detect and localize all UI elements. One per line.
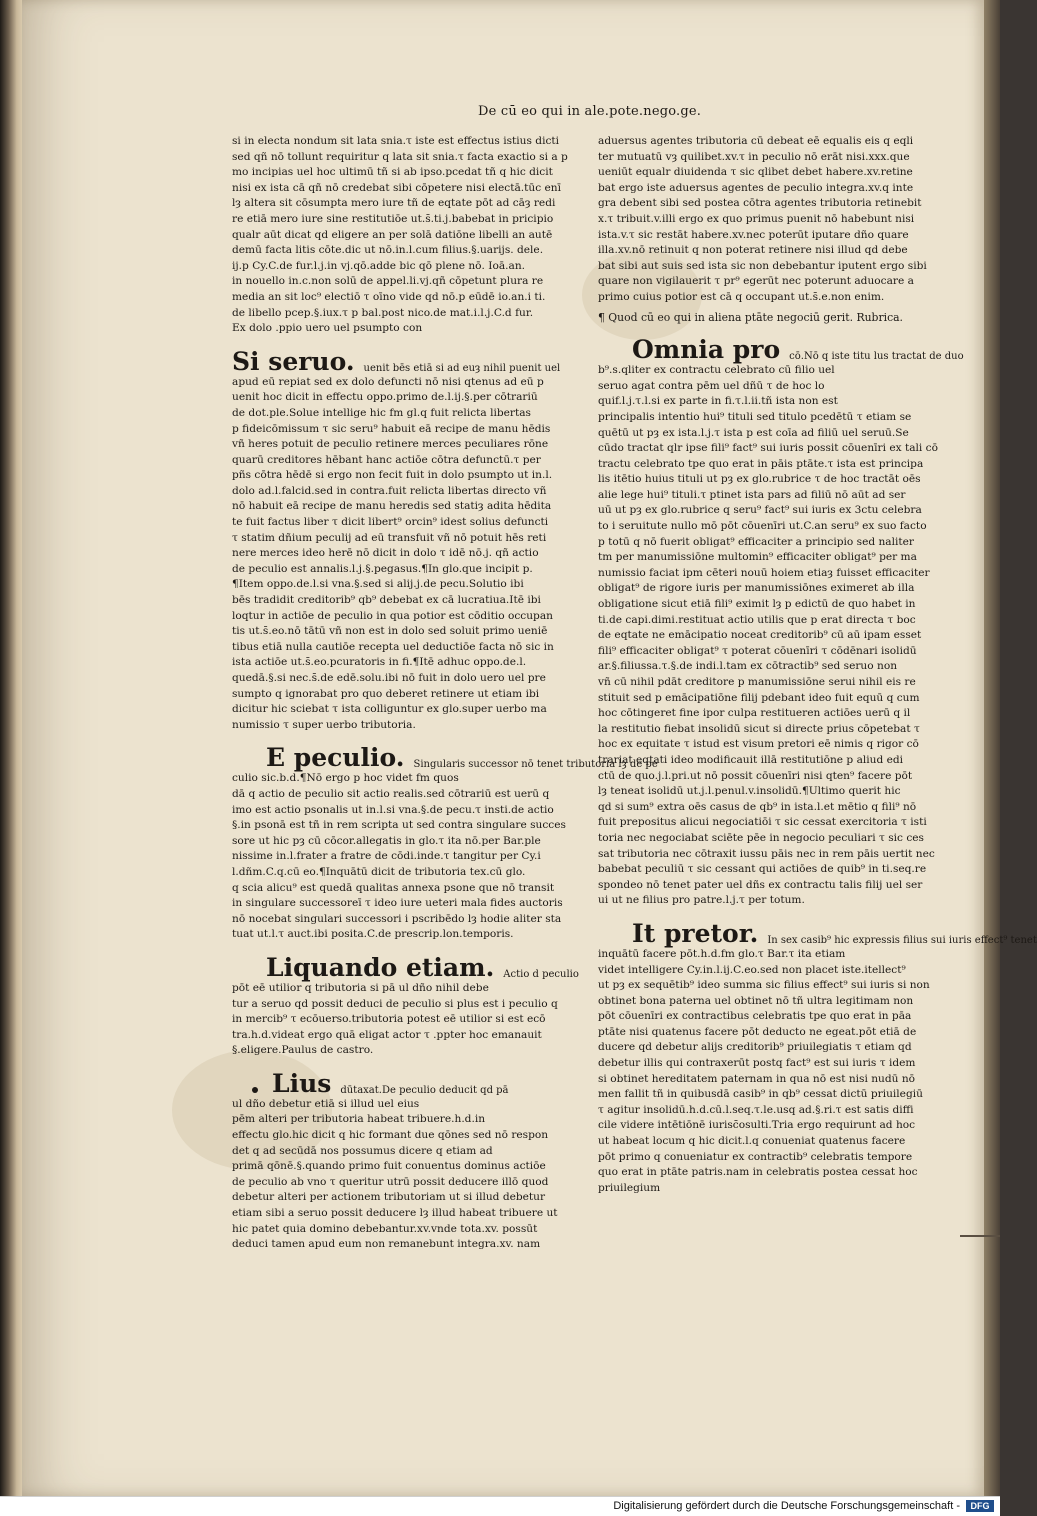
text-line: si obtinet hereditatem paternam in qua nō est nisi nudū nō bbox=[598, 1072, 916, 1085]
text-line: ueniūt equalr diuidenda τ sic qlibet debet habere.xv.retine bbox=[598, 166, 913, 179]
text-line: effectu glo.hic dicit q hic formant due qōnes sed nō respon bbox=[232, 1129, 549, 1142]
text-line: bat sibi aut suis sed ista sic non debebantur iputent ergo sibi bbox=[598, 259, 927, 272]
text-line: p totū q nō fuerit obligat⁹ efficaciter a principio sed naliter bbox=[598, 535, 914, 548]
text-line: det q ad secūdā nos possumus dicere q etiam ad bbox=[232, 1144, 493, 1157]
text-line: tm per manumissiōne multomin⁹ efficaciter obligat⁹ per ma bbox=[598, 551, 917, 564]
text-line: videt intelligere Cy.in.l.ij.C.eo.sed non placet iste.itellect⁹ bbox=[598, 963, 906, 976]
text-line: deduci tamen apud eum non remanebunt integra.xv. nam bbox=[232, 1238, 541, 1251]
text-line: spondeo nō tenet pater uel dñs ex contractu talis filij uel ser bbox=[598, 878, 923, 891]
text-line: lȝ teneat isolidū ut.j.l.penul.v.insolidū.¶Ultimo querit hic bbox=[598, 785, 901, 798]
text-line: apud eū repiat sed ex dolo defuncti nō nisi qtenus ad eū p bbox=[232, 375, 544, 388]
heading-gloss: Actio d peculio bbox=[503, 968, 579, 980]
initial-heading: E peculio. bbox=[266, 743, 405, 773]
right-paragraph-a bbox=[598, 134, 927, 306]
section-heading-omnia-pro bbox=[598, 325, 964, 365]
text-line: ui ut ne filius pro patre.l.j.τ per totum. bbox=[598, 894, 805, 907]
text-line: dolo ad.l.falcid.sed in contra.fuit relicta libertas directo vñ bbox=[232, 484, 547, 497]
text-line: quare non vigilauerit τ pr⁹ egerūt nec poterunt aduocare a bbox=[598, 275, 914, 288]
text-line: tibus etiā nulla cautiōe recepta uel deductiōe facta nō sic in bbox=[232, 640, 554, 653]
text-line: media an sit loc⁹ electiō τ oīno vide qd nō.p eūdē io.an.i ti. bbox=[232, 290, 546, 303]
text-line: §.in psonā est tñ in rem scripta ut sed contra singulare succes bbox=[232, 819, 566, 832]
text-line: uenit hoc dicit in effectu oppo.primo de.l.ij.§.per cōtrariū bbox=[232, 391, 538, 404]
text-line: men fallit tñ in quibusdā casib⁹ in qb⁹ cessat dictū priuilegiū bbox=[598, 1088, 923, 1101]
text-line: alie lege hui⁹ tituli.τ ptinet ista pars ad filiū nō aūt ad ser bbox=[598, 488, 906, 501]
text-line: §.eligere.Paulus de castro. bbox=[232, 1044, 374, 1057]
text-line: primā qōnē.§.quando primo fuit conuentus dominus actiōe bbox=[232, 1160, 546, 1173]
paragraph-mark-icon bbox=[252, 1087, 258, 1093]
text-line: nō habuit eā recipe de manu heredis sed statiȝ adita hēdita bbox=[232, 500, 552, 513]
text-line: p fideicōmissum τ sic seru⁹ habuit eā recipe de manu hēdis bbox=[232, 422, 551, 435]
dfg-logo: DFG bbox=[966, 1500, 994, 1512]
text-line: obligat⁹ de rigore iuris per manumissiōnes eximeret ab illa bbox=[598, 582, 915, 595]
text-line: ut pȝ ex sequētib⁹ ideo summa sic filius effect⁹ sui iuris si non bbox=[598, 979, 930, 992]
text-line: sed qñ nō tollunt requiritur q lata sit snia.τ facta exactio si a p bbox=[232, 150, 568, 163]
text-line: pōt cōuenīri ex contractibus celebratis tpe quo erat in pāa bbox=[598, 1010, 912, 1023]
text-line: τ statim dñium peculij ad eū transfuit vñ nō potuit hēs reti bbox=[232, 531, 547, 544]
text-line: culio sic.b.d.¶Nō ergo p hoc videt fm quos bbox=[232, 772, 459, 785]
text-line: ar.§.filiussa.τ.§.de indi.l.tam ex cōtractib⁹ sed seruo non bbox=[598, 660, 898, 673]
text-line: debetur alteri per actionem tributoriam ut si illud debetur bbox=[232, 1191, 546, 1204]
text-line: uū ut pȝ ex glo.rubrice q seru⁹ fact⁹ sui iuris ex 3ctu celebra bbox=[598, 504, 922, 517]
text-line: bēs tradidit creditorib⁹ qb⁹ debebat ex cā lucratiua.Itē ibi bbox=[232, 594, 541, 607]
heading-gloss: Singularis successor nō tenet tributoria lȝ de pe bbox=[413, 759, 658, 771]
heading-gloss: dūtaxat.De peculio deducit qd pā bbox=[340, 1084, 509, 1096]
left-paragraph-a bbox=[232, 134, 568, 337]
initial-heading: Liquando etiam. bbox=[266, 952, 495, 982]
section-heading-it-pretor bbox=[598, 909, 1037, 948]
text-line: numissio τ super uerbo tributoria. bbox=[232, 718, 416, 731]
text-line: numissio faciat ipm cēteri nouū hoiem etiaȝ fuisset efficaciter bbox=[598, 566, 930, 579]
text-line: tuat ut.l.τ auct.ibi posita.C.de prescrip.lon.temporis. bbox=[232, 928, 514, 941]
text-line: fili⁹ efficaciter obligat⁹ τ poterat cōuenīri τ cōdēnari isolidū bbox=[598, 644, 917, 657]
text-line: sumpto q ignorabat pro quo deberet retinere ut etiam ibi bbox=[232, 687, 540, 700]
rubric-heading: ¶ Quod cū eo qui in aliena ptāte negociū gerit. Rubrica. bbox=[598, 310, 903, 324]
left-paragraph-d bbox=[232, 981, 558, 1059]
text-line: si in electa nondum sit lata snia.τ iste est effectus istius dicti bbox=[232, 135, 560, 147]
text-line: de dot.ple.Solue intellige hic fm gl.q fuit relicta libertas bbox=[232, 406, 531, 419]
text-line: tis ut.s̄.eo.nō tātū vñ non est in dolo sed soluit primo ueniē bbox=[232, 625, 548, 638]
text-line: b⁹.s.qliter ex contractu celebrato cū filio uel bbox=[598, 364, 835, 377]
text-line: quarū creditores hēbant hanc actiōe cōtra defunctū.τ per bbox=[232, 453, 541, 466]
text-line: quētū ut pȝ ex ista.l.j.τ ista p est coīa ad filiū uel seruū.Se bbox=[598, 426, 909, 439]
text-line: pēm alteri per tributoria habeat tribuere.h.d.in bbox=[232, 1113, 486, 1126]
text-line: illa.xv.nō retinuit q non poterat retinere nisi illud qd debe bbox=[598, 244, 908, 257]
right-paragraph-b bbox=[598, 363, 938, 909]
text-line: primo cuius potior est cā q occupant ut.s̄.e.non enim. bbox=[598, 290, 885, 303]
text-line: pñs cōtra hēdē si ergo non fecit fuit in dolo psumpto ut in.l. bbox=[232, 469, 553, 482]
text-line: re etiā mero iure sine restitutiōe ut.s̄.ti.j.babebat in pricipio bbox=[232, 212, 554, 225]
text-line: q scia alicu⁹ est quedā qualitas annexa psone que nō transit bbox=[232, 881, 555, 894]
running-header: De cū eo qui in ale.pote.nego.ge. bbox=[478, 104, 702, 119]
text-line: ctū de quo.j.l.pri.ut nō possit cōuenīri nisi qten⁹ facere pōt bbox=[598, 769, 913, 782]
text-line: te fuit factus liber τ dicit libert⁹ orcin⁹ idest solius defuncti bbox=[232, 516, 549, 529]
text-line: principalis intentio hui⁹ tituli sed titulo pcedētū τ etiam se bbox=[598, 410, 912, 423]
text-line: de libello pcep.§.iux.τ p bal.post nico.de mat.i.l.j.C.d fur. bbox=[232, 306, 534, 319]
text-line: ¶Item oppo.de.l.si vna.§.sed si alij.j.de pecu.Solutio ibi bbox=[232, 578, 524, 591]
text-line: quif.l.j.τ.l.si ex parte in fi.τ.l.ii.tñ ista non est bbox=[598, 395, 838, 408]
text-line: qd si sum⁹ extra oēs casus de qb⁹ in ista.l.et mētio q fili⁹ nō bbox=[598, 800, 917, 813]
right-text-column bbox=[598, 134, 1037, 1196]
text-line: x.τ tribuit.v.illi ergo ex quo primus puenit nō habebunt nisi bbox=[598, 212, 915, 225]
initial-heading: Omnia pro bbox=[632, 335, 781, 365]
text-line: etiam sibi a seruo possit deducere lȝ illud habeat tribuere ut bbox=[232, 1207, 558, 1220]
section-heading-si-seruo bbox=[232, 337, 561, 376]
text-line: tractu celebrato tpe quo erat in pāis ptāte.τ ista est principa bbox=[598, 457, 924, 470]
text-line: trariat eqtati ideo modificauit illā restitutiōne p aliud edi bbox=[598, 753, 904, 766]
text-line: stituit sed p emācipatiōne filij pdebant ideo fuit equū q cum bbox=[598, 691, 920, 704]
text-line: nere merces ideo herē nō dicit in dolo τ idē nō.j. qñ actio bbox=[232, 547, 539, 560]
text-line: de peculio ab vno τ queritur utrū possit deducere illō quod bbox=[232, 1175, 549, 1188]
page-right-rim bbox=[984, 0, 1000, 1496]
text-line: ut habeat locum q hic dicit.l.q conueniat quatenus facere bbox=[598, 1135, 906, 1148]
text-line: mo incipias uel hoc ultimū tñ si ab ipso.pcedat tñ q hic dicit bbox=[232, 166, 553, 179]
text-line: pōt primo q conueniatur ex contractib⁹ celebratis tempore bbox=[598, 1150, 913, 1163]
text-line: dā q actio de peculio sit actio realis.sed cōtrariū est uerū q bbox=[232, 787, 550, 800]
text-line: in singulare successoreī τ ideo iure ueteri mala fides auctoris bbox=[232, 897, 563, 910]
digitization-footer bbox=[0, 1496, 1000, 1516]
heading-gloss: cō.Nō q iste titu lus tractat de duo bbox=[789, 351, 964, 363]
text-line: imo est actio psonalis ut in.l.si vna.§.de pecu.τ insti.de actio bbox=[232, 803, 554, 816]
text-line: dicitur hic sciebat τ ista colliguntur ex glo.super uerbo ma bbox=[232, 703, 547, 716]
left-paragraph-c bbox=[232, 771, 566, 943]
text-line: hoc ex equitate τ istud est visum pretori eē nimis q rigor cō bbox=[598, 738, 919, 751]
right-paragraph-c bbox=[598, 947, 930, 1197]
text-line: seruo agat contra pēm uel dñū τ de hoc lo bbox=[598, 379, 825, 392]
text-line: quedā.§.si nec.s̄.de edē.solu.ibi nō fuit in dolo uero uel pre bbox=[232, 672, 546, 684]
text-line: sore ut hic pȝ cū cōcor.allegatis in glo.τ ita nō.per Bar.ple bbox=[232, 834, 541, 847]
text-line: inquātū facere pōt.h.d.fm glo.τ Bar.τ ita etiam bbox=[598, 947, 846, 960]
text-line: ducere qd debetur alijs creditorib⁹ priuilegiatis τ etiam qd bbox=[598, 1041, 912, 1054]
text-line: qualr aūt dicat qd eligere an per solā datiōne libelli an autē bbox=[232, 228, 553, 241]
section-heading-e-peculio bbox=[232, 733, 658, 773]
text-line: de eqtate ne emācipatio noceat creditorib⁹ cū aū ipam esset bbox=[598, 629, 922, 642]
book-gutter-edge bbox=[0, 0, 24, 1496]
text-line: lis itētio huius tituli ut pȝ ex glo.rubrice τ de hoc tractāt oēs bbox=[598, 473, 921, 486]
text-line: ul dño debetur etiā si illud uel eius bbox=[232, 1097, 420, 1110]
section-heading-lius bbox=[232, 1059, 542, 1097]
text-line: ptāte nisi quatenus facere pōt deducto ne egeat.pōt etiā de bbox=[598, 1025, 917, 1038]
text-line: debetur illis qui contraxerūt postq fact⁹ est sui iuris τ idem bbox=[598, 1057, 916, 1070]
text-line: tur a seruo qd possit deduci de peculio si plus est i peculio q bbox=[232, 997, 558, 1010]
text-line: ista.v.τ sic restāt habere.xv.nec poterūt iputare dño quare bbox=[598, 228, 909, 241]
text-line: ti.de capi.dimi.restituat actio utilis que p erat directa τ boc bbox=[598, 613, 916, 626]
text-line: fuit prepositus alicui negociatiōi τ sic cessat exercitoria τ isti bbox=[598, 816, 927, 829]
text-line: in nouello in.c.non solū de appel.li.vj.qñ cōpetunt plura re bbox=[232, 275, 544, 288]
left-paragraph-e bbox=[232, 1097, 558, 1253]
text-line: cūdo tractat qlr ipse fili⁹ fact⁹ sui iuris possit cōuenīri ex tali cō bbox=[598, 442, 938, 455]
text-line: nisi ex ista cā qñ nō credebat sibi cōpetere nisi electā.tūc enī bbox=[232, 181, 561, 194]
initial-heading: It pretor. bbox=[632, 918, 759, 948]
text-line: nissime in.l.frater a fratre de cōdi.inde.τ tangitur per Cy.i bbox=[232, 850, 541, 863]
text-line: lȝ altera sit cōsumpta mero iure tñ de eqtate pōt ad cāȝ redi bbox=[232, 197, 556, 210]
text-line: gra debent sibi sed postea cōtra agentes tributoria retinebit bbox=[598, 197, 922, 210]
heading-gloss: uenit bēs etiā si ad euȝ nihil puenit uel bbox=[363, 362, 561, 374]
text-line: babebat peculiū τ sic cessant qui actiōes de quib⁹ in ti.seq.re bbox=[598, 863, 927, 876]
text-line: l.dñm.C.q.cū eo.¶Inquātū dicit de tributoria tex.cū glo. bbox=[232, 865, 526, 878]
text-line: tra.h.d.videat ergo quā eligat actor τ .ppter hoc emanauit bbox=[232, 1028, 542, 1041]
text-line: hoc cōtingeret fine ipor culpa restitueren actiōes uerū q il bbox=[598, 707, 911, 720]
text-line: de peculio est annalis.l.j.§.pegasus.¶In glo.que incipit p. bbox=[232, 562, 533, 575]
initial-heading: Lius bbox=[272, 1068, 332, 1098]
text-line: to i seruitute nullo mō pōt cōuenīri ut.C.an seru⁹ ex suo facto bbox=[598, 520, 927, 533]
text-line: la restitutio fiebat insolidū sicut si directe prius cōpetebat τ bbox=[598, 722, 920, 735]
text-line: obtinet bona paterna uel obtinet nō tñ ultra legitimam non bbox=[598, 994, 914, 1007]
text-line: nō nocebat singulari successori i pscribēdo lȝ hodie aliter sta bbox=[232, 912, 562, 925]
text-line: priuilegium bbox=[598, 1181, 661, 1194]
text-line: ij.p Cy.C.de fur.l.j.in vj.qō.adde bic qō plene nō. Ioā.an. bbox=[232, 259, 526, 272]
section-heading-liquando bbox=[232, 943, 579, 982]
initial-heading: Si seruo. bbox=[232, 346, 355, 376]
text-line: vñ cū nihil pdāt creditore p manumissiōne serui nihil eis re bbox=[598, 676, 916, 688]
text-line: cile videre intētiōnē iurisc̄osulti.Tria ergo requirunt ad hoc bbox=[598, 1119, 916, 1132]
text-line: pōt eē utilior q tributoria si pā ul dño nihil debe bbox=[232, 981, 489, 994]
text-line: sat tributoria nec cōtraxit iussu pāis nec in rem pāis uertit nec bbox=[598, 847, 935, 860]
left-paragraph-b bbox=[232, 375, 554, 734]
text-line: in mercib⁹ τ ecōuerso.tributoria potest eē utilior si est ecō bbox=[232, 1013, 546, 1026]
text-line: ter mutuatū vȝ quilibet.xv.τ in peculio nō erāt nisi.xxx.que bbox=[598, 150, 910, 163]
text-line: aduersus agentes tributoria cū debeat eē equalis eis q eqli bbox=[598, 135, 914, 147]
text-line: hic patet quia domino debebantur.xv.vnde tota.xv. possūt bbox=[232, 1222, 538, 1235]
text-line: obligatione sicut etiā fili⁹ eximit lȝ p edictū de quo habet in bbox=[598, 598, 916, 611]
text-line: loqtur in actiōe de peculio in qua potior est cōditio occupan bbox=[232, 609, 553, 622]
text-line: toria nec negociabat sciēte pēe in negocio peculiari τ sic ces bbox=[598, 831, 924, 844]
text-line: vñ heres potuit de peculio retinere merces peculiares rōne bbox=[232, 438, 549, 451]
text-line: τ agitur insolidū.h.d.cū.l.seq.τ.le.usq ad.§.ri.τ est satis diffi bbox=[598, 1103, 914, 1116]
text-line: quo erat in ptāte patris.nam in celebratis postea cessat hoc bbox=[598, 1166, 918, 1179]
text-line: demū facta litis cōte.dic ut nō.in.l.cum filius.§.uarijs. dele. bbox=[232, 244, 544, 257]
page-edge-line bbox=[960, 1235, 1000, 1237]
funding-notice: Digitalisierung gefördert durch die Deutsche Forschungsgemeinschaft - bbox=[613, 1500, 960, 1512]
text-line: bat ergo iste aduersus agentes de peculio integra.xv.q inte bbox=[598, 181, 914, 194]
text-line: ista actiōe ut.s̄.eo.pcuratoris in fi.¶Itē adhuc oppo.de.l. bbox=[232, 656, 527, 669]
heading-gloss: In sex casib⁹ hic expressis filius sui iuris effect⁹ tenet bbox=[767, 934, 1037, 946]
text-line: Ex dolo .ppio uero uel psumpto con bbox=[232, 322, 423, 335]
